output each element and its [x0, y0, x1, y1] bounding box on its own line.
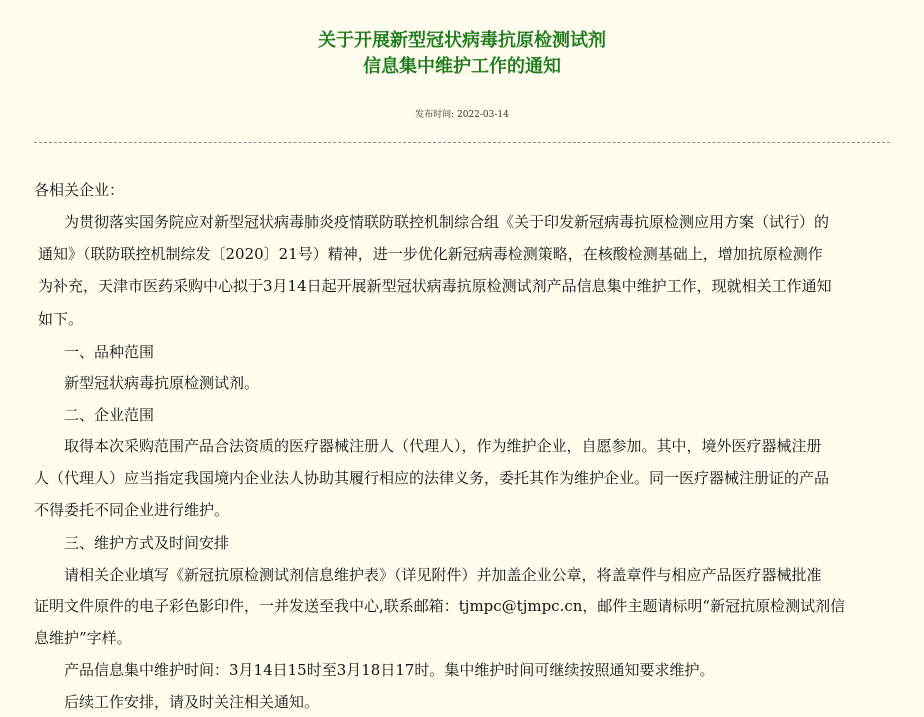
followup-text: 后续工作安排，请及时关注相关通知。 — [64, 693, 320, 711]
section-heading-varieties: 一、品种范围 — [64, 343, 155, 361]
section-text-line: 取得本次采购范围产品合法资质的医疗器械注册人（代理人），作为维护企业，自愿参加。其中，境外医疗器械注册 — [64, 437, 822, 455]
section-text-line: 请相关企业填写《新冠抗原检测试剂信息维护表》（详见附件）并加盖企业公章，将盖章件与相应产品医疗器械批准 — [64, 566, 822, 584]
intro-line: 通知》（联防联控机制综发〔2020〕21号）精神，进一步优化新冠病毒检测策略，在核酸检测基础上，增加抗原检测作 — [38, 245, 823, 263]
intro-line: 如下。 — [38, 310, 84, 328]
notice-title-line1: 关于开展新型冠状病毒抗原检测试剂 — [318, 30, 606, 51]
section-text-line: 人（代理人）应当指定我国境内企业法人协助其履行相应的法律义务，委托其作为维护企业。同一医疗器械注册证的产品 — [34, 469, 830, 487]
intro-line: 为贯彻落实国务院应对新型冠状病毒肺炎疫情联防联控机制综合组《关于印发新冠病毒抗原检测应用方案（试行）的 — [64, 213, 830, 231]
section-heading-method: 三、维护方式及时间安排 — [64, 534, 230, 552]
schedule-text: 产品信息集中维护时间：3月14日15时至3月18日17时。集中维护时间可继续按照通知要求维护。 — [64, 661, 715, 679]
section-text-line: 不得委托不同企业进行维护。 — [34, 501, 230, 519]
intro-line: 为补充，天津市医药采购中心拟于3月14日起开展新型冠状病毒抗原检测试剂产品信息集中维护工作，现就相关工作通知 — [38, 277, 832, 295]
divider — [34, 142, 890, 143]
section-text-varieties: 新型冠状病毒抗原检测试剂。 — [64, 374, 260, 392]
notice-title-line2: 信息集中维护工作的通知 — [363, 56, 561, 77]
section-text-line: 息维护”字样。 — [34, 629, 132, 647]
section-heading-enterprises: 二、企业范围 — [64, 406, 155, 424]
salutation: 各相关企业： — [34, 181, 125, 199]
section-text-line: 证明文件原件的电子彩色影印件，一并发送至我中心,联系邮箱：tjmpc@tjmpc.cn，邮件主题请标明“新冠抗原检测试剂信 — [34, 597, 846, 615]
publish-date: 发布时间: 2022-03-14 — [415, 110, 509, 120]
